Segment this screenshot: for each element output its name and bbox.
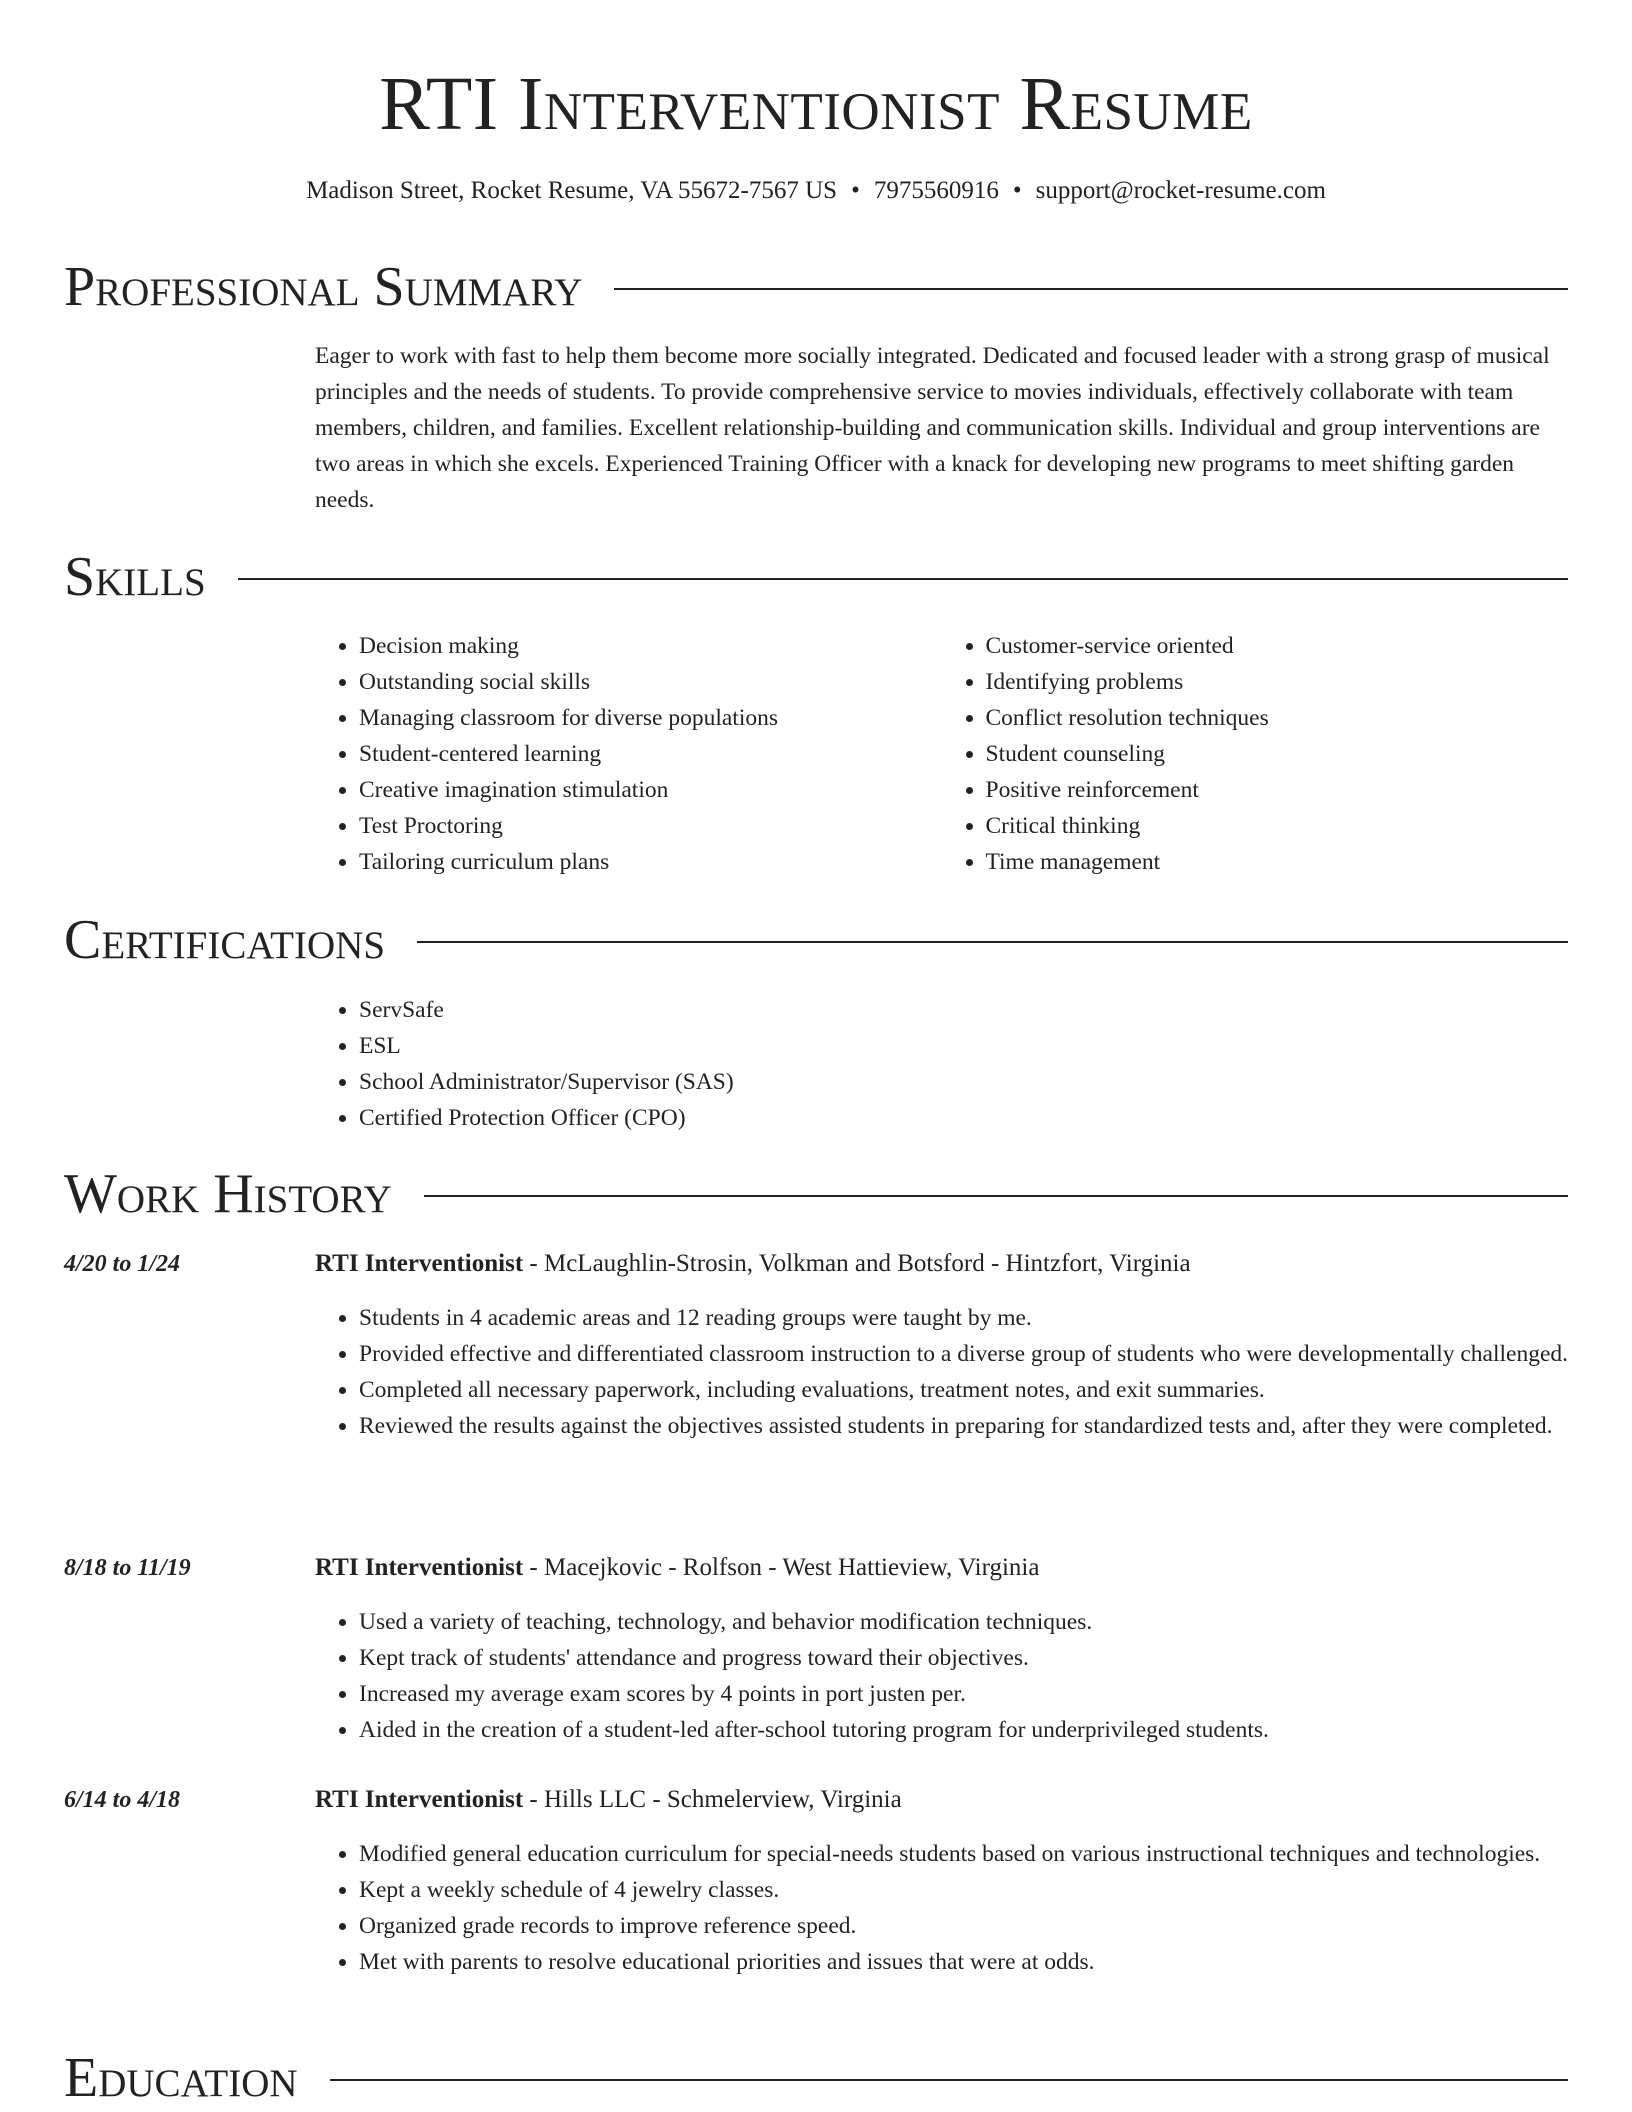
certification-item: • ESL [359,1028,1568,1064]
skill-item: • Decision making [359,628,942,664]
certification-item: • Certified Protection Officer (CPO) [359,1100,1568,1136]
skills-list [315,628,1568,880]
skill-item: • Identifying problems [986,664,1569,700]
work-duties [315,1300,1568,1444]
certifications-items [315,992,1568,1136]
work-history-heading: Work History [64,1163,392,1225]
duty-item: • Kept track of students' attendance and progress toward their objectives. [359,1640,1568,1676]
skill-item: • Positive reinforcement [986,772,1569,808]
duty-item: • Aided in the creation of a student-led after-school tutoring program for underprivileged students. [359,1712,1568,1748]
resume-title: RTI Interventionist Resume [379,62,1253,146]
skills-heading: Skills [64,546,206,608]
certifications-list [315,992,1568,1136]
contact-separator: • [1012,177,1022,204]
skill-item: • Outstanding social skills [359,664,942,700]
work-dates: 4/20 to 1/24 [64,1251,181,1277]
work-role: RTI Interventionist [315,1554,524,1581]
education-section-header [64,2045,1568,2111]
work-duties [315,1604,1568,1748]
skill-item: • Critical thinking [986,808,1569,844]
work-title-line [315,1782,1568,1818]
duty-item: • Increased my average exam scores by 4 points in port justen per. [359,1676,1568,1712]
duty-item: • Kept a weekly schedule of 4 jewelry classes. [359,1872,1568,1908]
duty-item: • Modified general education curriculum for special-needs students based on various instructional techniques and technologies. [359,1836,1568,1872]
duty-item: • Provided effective and differentiated classroom instruction to a diverse group of students who were developmentally challenged. [359,1336,1568,1372]
section-divider [424,1195,1568,1197]
duty-item: • Students in 4 academic areas and 12 reading groups were taught by me. [359,1300,1568,1336]
skill-item: • Test Proctoring [359,808,942,844]
skill-item: • Managing classroom for diverse populations [359,700,942,736]
certification-item: • School Administrator/Supervisor (SAS) [359,1064,1568,1100]
section-divider [417,941,1568,943]
work-dates: 8/18 to 11/19 [64,1555,191,1581]
skills-column-right [942,628,1569,880]
contact-address: Madison Street, Rocket Resume, VA 55672-7567 US [306,177,838,204]
skill-item: • Student-centered learning [359,736,942,772]
contact-separator: • [851,177,860,204]
skill-item: • Time management [986,844,1569,880]
certification-item: • ServSafe [359,992,1568,1028]
work-role: RTI Interventionist [315,1786,524,1813]
certifications-heading: Certifications [64,909,386,971]
work-title-line [315,1246,1568,1282]
section-divider [614,288,1568,290]
section-divider [330,2079,1568,2081]
summary-heading: Professional Summary [64,256,583,318]
contact-line [64,174,1568,208]
duty-item: • Reviewed the results against the objectives assisted students in preparing for standardized tests and, after they were completed. [359,1408,1568,1444]
skill-item: • Creative imagination stimulation [359,772,942,808]
duty-item: • Completed all necessary paperwork, including evaluations, treatment notes, and exit summaries. [359,1372,1568,1408]
summary-section-header [64,254,1568,320]
work-dates: 6/14 to 4/18 [64,1787,181,1813]
skill-item: • Tailoring curriculum plans [359,844,942,880]
duty-item: • Used a variety of teaching, technology, and behavior modification techniques. [359,1604,1568,1640]
skill-item: • Student counseling [986,736,1569,772]
skills-section-header [64,544,1568,610]
skill-item: • Customer-service oriented [986,628,1569,664]
duty-item: • Organized grade records to improve reference speed. [359,1908,1568,1944]
summary-text: Eager to work with fast to help them become more socially integrated. Dedicated and focused leader with a strong grasp of musical principles and the needs of students. To provide comprehensive service to movies individuals, effectively collaborate with team members, children, and families. Excellent relationship-building and communication skills. Individual and group interventions are two areas in which she excels. Experienced Training Officer with a knack for developing new programs to meet shifting garden needs. [315,343,1550,513]
section-divider [238,578,1568,580]
work-employer-location: - McLaughlin-Strosin, Volkman and Botsford - Hintzfort, Virginia [523,1250,1191,1277]
work-history-section-header [64,1161,1568,1227]
work-title-line [315,1550,1568,1586]
work-employer-location: - Macejkovic - Rolfson - West Hattieview, Virginia [523,1554,1040,1581]
work-employer-location: - Hills LLC - Schmelerview, Virginia [523,1786,902,1813]
work-duties [315,1836,1568,1980]
skills-column-left [315,628,942,880]
skill-item: • Conflict resolution techniques [986,700,1569,736]
duty-item: • Met with parents to resolve educational priorities and issues that were at odds. [359,1944,1568,1980]
certifications-section-header [64,907,1568,973]
work-role: RTI Interventionist [315,1250,524,1277]
education-heading: Education [64,2047,298,2109]
contact-phone: 7975560916 [873,177,999,204]
contact-email: support@rocket-resume.com [1035,177,1326,204]
